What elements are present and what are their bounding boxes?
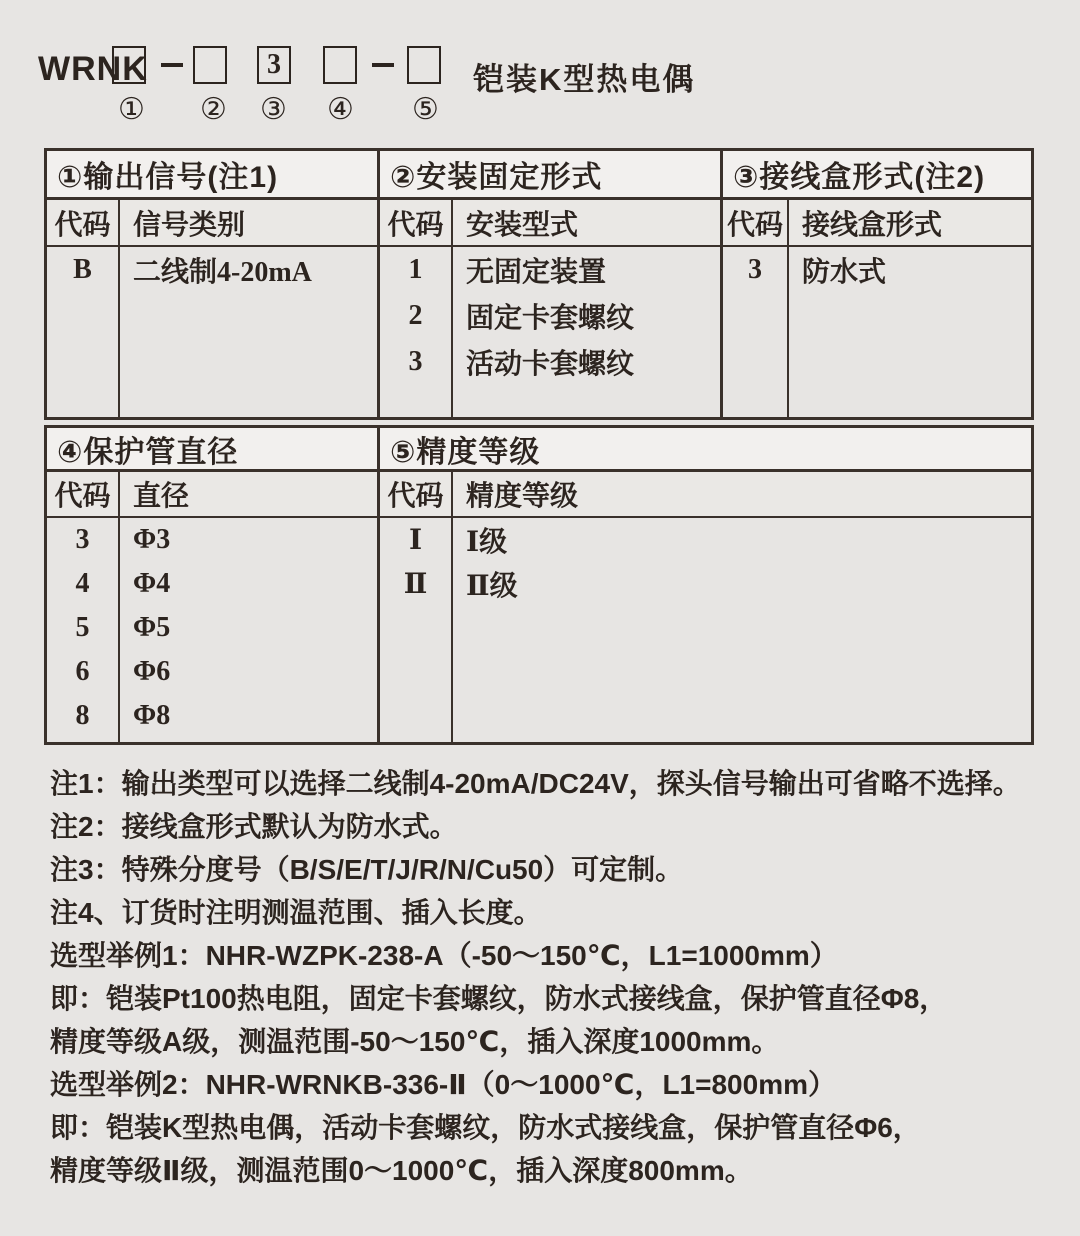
table-mounting-type xyxy=(377,148,723,420)
position-marker-3: ③ xyxy=(260,92,287,127)
table-body xyxy=(47,247,377,417)
table-sheath-diameter xyxy=(44,425,380,745)
desc-column xyxy=(120,518,377,742)
code-cell: 1 xyxy=(408,254,423,285)
col-header-code: 代码 xyxy=(380,472,453,516)
code-cell: 3 xyxy=(748,254,762,285)
code-column xyxy=(723,247,789,417)
desc-cell: 防水式 xyxy=(802,257,887,288)
desc-cell: Φ8 xyxy=(133,700,171,731)
note-3: 注3：特殊分度号（B/S/E/T/J/R/N/Cu50）可定制。 xyxy=(50,853,684,885)
table-header-row xyxy=(47,200,377,247)
selection-tables-upper xyxy=(44,148,1034,420)
desc-column xyxy=(789,247,1031,417)
example-1-desc-line-1: 即：铠装Pt100热电阻，固定卡套螺纹，防水式接线盒，保护管直径Φ8， xyxy=(50,982,948,1014)
table-title: ①输出信号(注1) xyxy=(47,151,377,200)
table-title: ⑤精度等级 xyxy=(380,428,1031,472)
code-cell: 4 xyxy=(75,568,90,599)
note-4: 注4、订货时注明测温范围、插入长度。 xyxy=(50,896,542,928)
code-cell: 6 xyxy=(75,656,90,687)
table-title: ②安装固定形式 xyxy=(380,151,720,200)
product-name: 铠装K型热电偶 xyxy=(473,62,696,97)
position-marker-1: ① xyxy=(118,92,145,127)
table-body xyxy=(380,247,720,417)
model-box-5 xyxy=(407,46,441,84)
desc-cell: Φ4 xyxy=(133,568,171,599)
code-cell: Ⅱ xyxy=(403,569,428,600)
desc-cell: Ⅱ级 xyxy=(466,571,518,602)
table-accuracy-class xyxy=(377,425,1034,745)
table-output-signal xyxy=(44,148,380,420)
code-cell: 5 xyxy=(75,612,90,643)
desc-cell: Φ6 xyxy=(133,656,171,687)
example-1-desc-line-2: 精度等级A级，测温范围-50～150℃，插入深度1000mm。 xyxy=(50,1025,780,1057)
notes-section xyxy=(50,760,1050,1190)
code-cell: B xyxy=(73,254,92,285)
code-cell: 2 xyxy=(408,300,423,331)
desc-cell: 活动卡套螺纹 xyxy=(466,349,635,380)
col-header-desc: 信号类别 xyxy=(133,209,246,241)
model-box-3: 3 xyxy=(257,46,291,84)
example-2-desc-line-2: 精度等级Ⅱ级，测温范围0～1000℃，插入深度800mm。 xyxy=(50,1154,753,1186)
code-cell: Ⅰ xyxy=(408,525,423,556)
code-cell: 8 xyxy=(75,700,90,731)
col-header-desc: 直径 xyxy=(133,481,190,512)
dash-separator xyxy=(372,63,394,67)
example-2-model: 选型举例2：NHR-WRNKB-336-Ⅱ（0～1000℃，L1=800mm） xyxy=(50,1068,836,1100)
desc-cell: 无固定装置 xyxy=(466,257,607,288)
col-header-code: 代码 xyxy=(47,472,120,516)
table-title: ③接线盒形式(注2) xyxy=(723,151,1031,200)
selection-tables-lower xyxy=(44,425,1034,745)
table-body xyxy=(723,247,1031,417)
note-1: 注1：输出类型可以选择二线制4-20mA/DC24V，探头信号输出可省略不选择。 xyxy=(50,767,1021,799)
code-column xyxy=(47,247,120,417)
table-body xyxy=(380,518,1031,742)
position-marker-5: ⑤ xyxy=(412,92,439,127)
desc-column xyxy=(453,518,1031,742)
table-junction-box xyxy=(720,148,1034,420)
code-column xyxy=(380,518,453,742)
model-box-4 xyxy=(323,46,357,84)
col-header-code: 代码 xyxy=(380,200,453,245)
code-column xyxy=(47,518,120,742)
col-header-desc: 接线盒形式 xyxy=(802,209,943,241)
desc-cell: Ⅰ级 xyxy=(466,527,508,558)
desc-cell: Φ3 xyxy=(133,524,171,555)
col-header-code: 代码 xyxy=(47,200,120,245)
code-cell: 3 xyxy=(75,524,90,555)
table-header-row xyxy=(380,200,720,247)
model-prefix: WRNK xyxy=(38,50,148,88)
code-cell: 3 xyxy=(408,346,423,377)
code-column xyxy=(380,247,453,417)
col-header-desc: 安装型式 xyxy=(466,209,579,241)
dash-separator xyxy=(161,63,183,67)
table-body xyxy=(47,518,377,742)
table-header-row xyxy=(723,200,1031,247)
desc-column xyxy=(120,247,377,417)
table-header-row xyxy=(47,472,377,518)
example-2-desc-line-1: 即：铠装K型热电偶，活动卡套螺纹，防水式接线盒，保护管直径Φ6， xyxy=(50,1111,921,1143)
desc-cell: 二线制4-20mA xyxy=(133,257,312,288)
position-marker-2: ② xyxy=(200,92,227,127)
position-marker-4: ④ xyxy=(327,92,354,127)
table-title: ④保护管直径 xyxy=(47,428,377,472)
model-box-2 xyxy=(193,46,227,84)
table-header-row xyxy=(380,472,1031,518)
desc-cell: 固定卡套螺纹 xyxy=(466,303,635,334)
col-header-code: 代码 xyxy=(723,200,789,245)
desc-cell: Φ5 xyxy=(133,612,171,643)
model-box-1 xyxy=(112,46,146,84)
example-1-model: 选型举例1：NHR-WZPK-238-A（-50～150℃，L1=1000mm） xyxy=(50,939,838,971)
desc-column xyxy=(453,247,720,417)
note-2: 注2：接线盒形式默认为防水式。 xyxy=(50,810,458,842)
col-header-desc: 精度等级 xyxy=(466,481,579,512)
